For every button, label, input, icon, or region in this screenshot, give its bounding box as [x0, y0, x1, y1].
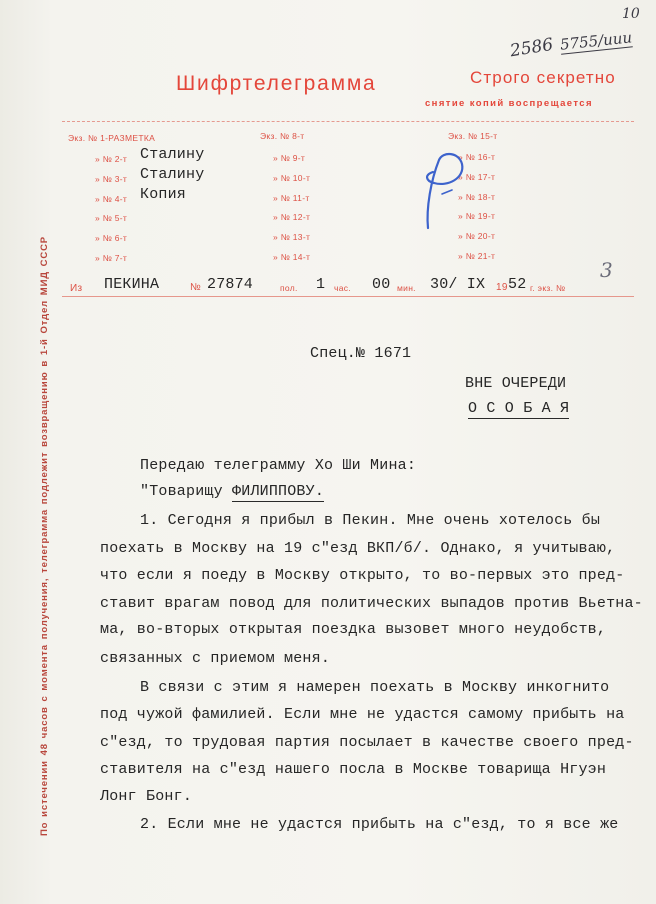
copy-label: » № 10-т	[273, 173, 311, 183]
copy-label: » № 5-т	[95, 213, 128, 223]
hour-label: час.	[334, 283, 351, 293]
margin-return-note: По истечении 48 часов с момента получения, телеграмма подлежит возвращению в 1-й Отдел МИД СССР	[39, 236, 50, 836]
document-title: Шифртелеграмма	[176, 72, 377, 95]
from-city: ПЕКИНА	[104, 276, 160, 293]
received-date: 30/ IX	[430, 276, 486, 293]
body-line: 2. Если мне не удастся прибыть на с"езд, то я все же	[140, 816, 619, 833]
priority-label: ВНЕ ОЧЕРЕДИ	[465, 375, 567, 392]
spec-number: Спец.№ 1671	[310, 345, 412, 362]
copy-recipient: Сталину	[140, 166, 205, 183]
body-line: 1. Сегодня я прибыл в Пекин. Мне очень хотелось бы	[140, 512, 601, 529]
copy-number-label: г. экз. №	[530, 283, 566, 293]
header-divider	[62, 121, 634, 122]
copy-label: » № 3-т	[95, 174, 128, 184]
copy-col2-header: Экз. № 8-т	[260, 131, 305, 141]
body-line: ставит врагам повод для политических выпадов против Вьетна-	[100, 595, 643, 612]
body-line: В связи с этим я намерен поехать в Москву инкогнито	[140, 679, 610, 696]
from-label: Из	[70, 283, 83, 294]
copy-col3-header: Экз. № 15-т	[448, 131, 498, 141]
copy-label: » № 14-т	[273, 252, 311, 262]
copy-label: » № 4-т	[95, 194, 128, 204]
copy-recipient: Сталину	[140, 146, 205, 163]
classification-label: Строго секретно	[470, 68, 616, 87]
blue-pencil-mark	[412, 146, 474, 232]
body-line: под чужой фамилией. Если мне не удастся самому прибыть на	[100, 706, 625, 723]
body-line: ма, во-вторых открытая поездка вызовет много неудобств,	[100, 621, 607, 638]
copy-label: » № 12-т	[273, 212, 311, 222]
copy-label: » № 11-т	[273, 193, 310, 203]
origin-divider	[62, 296, 634, 297]
copy-label: » № 21-т	[458, 251, 496, 261]
body-line: Лонг Бонг.	[100, 788, 193, 805]
copy-label: » № 17-т	[458, 172, 496, 182]
telegram-number: 27874	[207, 276, 254, 293]
copy-col1-header: Экз. № 1-РАЗМЕТКА	[68, 133, 156, 143]
special-label: О С О Б А Я	[468, 400, 570, 417]
copy-label: » № 20-т	[458, 231, 496, 241]
received-year: 52	[508, 276, 527, 293]
received-hour: 1	[316, 276, 326, 293]
copy-label: » № 19-т	[458, 211, 496, 221]
minute-label: мин.	[397, 283, 416, 293]
corner-number: 10	[622, 6, 640, 22]
copy-label: » № 2-т	[95, 154, 128, 164]
file-number: 5755/иии	[559, 28, 633, 54]
body-line: что если я поеду в Москву открыто, то во-первых это пред-	[100, 567, 625, 584]
copy-recipient: Копия	[140, 186, 187, 203]
body-line: ставителя на с"езд нашего посла в Москве товарища Нгуэн	[100, 761, 607, 778]
body-line: с"езд, то трудовая партия посылает в качестве своего пред-	[100, 734, 634, 751]
salutation-line	[140, 483, 324, 500]
received-label: пол.	[280, 283, 298, 293]
copy-label: » № 13-т	[273, 232, 311, 242]
registration-number: 2586	[508, 34, 555, 62]
number-label: №	[190, 282, 202, 293]
copy-label: » № 16-т	[458, 152, 496, 162]
copy-label: » № 18-т	[458, 192, 496, 202]
copy-number-mark: 3	[600, 258, 613, 282]
salutation-prefix: "Товарищу	[140, 483, 233, 500]
copy-label: » № 9-т	[273, 153, 306, 163]
body-line: связанных с приемом меня.	[100, 650, 331, 667]
year-prefix: 19	[496, 282, 508, 293]
received-minute: 00	[372, 276, 391, 293]
salutation-name: ФИЛИППОВУ.	[232, 483, 325, 500]
body-line: поехать в Москву на 19 с"езд ВКП/б/. Однако, я учитываю,	[100, 540, 616, 557]
copy-restriction-label: снятие копий воспрещается	[425, 98, 593, 109]
copy-label: » № 6-т	[95, 233, 128, 243]
intro-line: Передаю телеграмму Хо Ши Мина:	[140, 457, 417, 474]
copy-label: » № 7-т	[95, 253, 128, 263]
